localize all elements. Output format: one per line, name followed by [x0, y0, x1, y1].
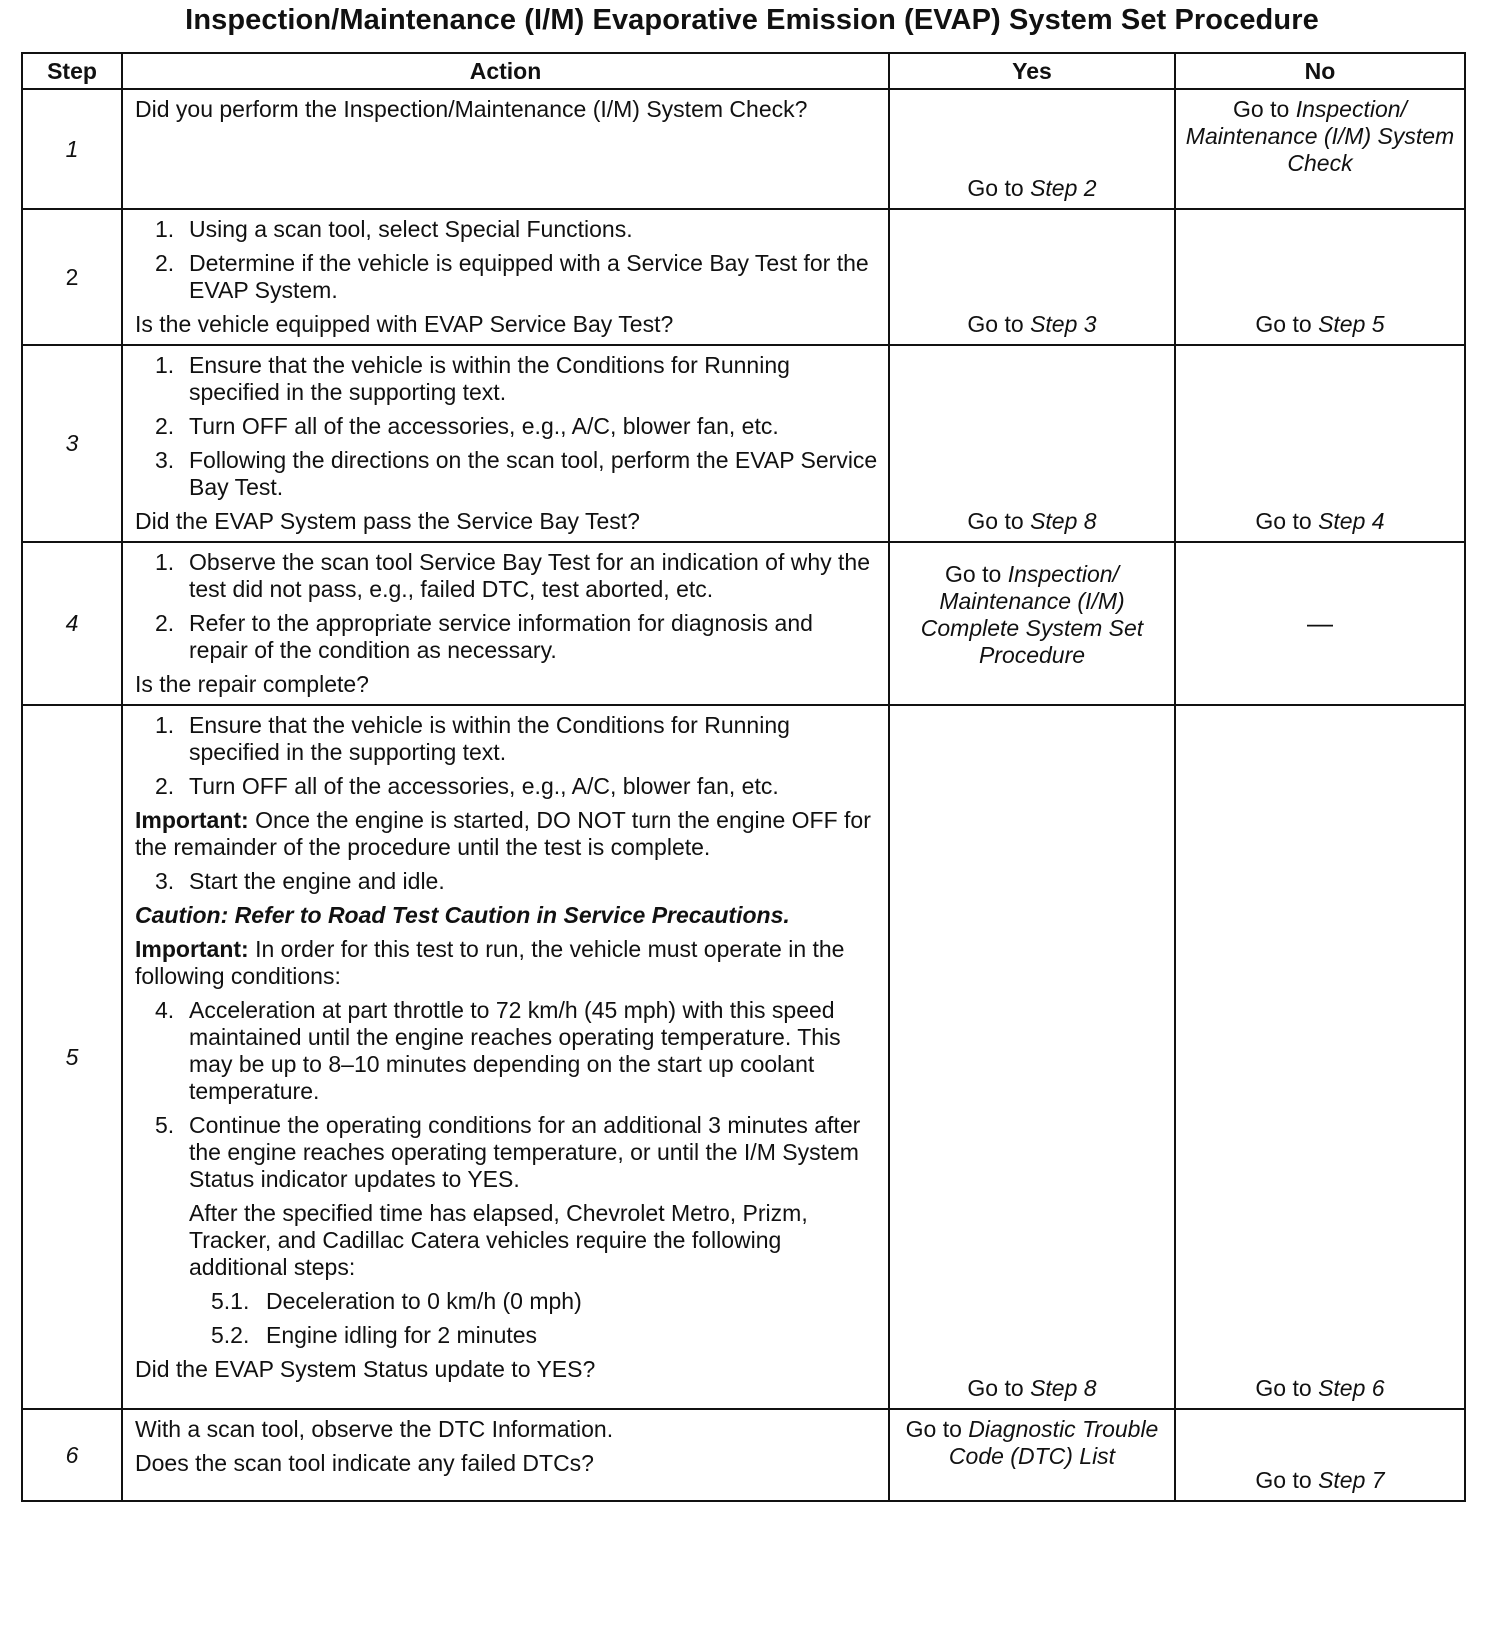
yes-link[interactable]: Step 2 — [1030, 175, 1097, 201]
yes-prefix: Go to — [945, 561, 1008, 587]
question-text: Did the EVAP System pass the Service Bay Test? — [135, 508, 640, 534]
no-prefix: Go to — [1255, 1375, 1319, 1401]
no-prefix: Go to — [1255, 508, 1319, 534]
procedure-table — [21, 52, 1466, 1502]
step-number: 5 — [22, 705, 122, 1409]
step-number: 4 — [22, 542, 122, 705]
page-title: Inspection/Maintenance (I/M) Evaporative Emission (EVAP) System Set Procedure — [185, 4, 1319, 36]
yes-link[interactable]: Step 3 — [1030, 311, 1097, 337]
no-prefix: Go to — [1255, 1467, 1319, 1493]
no-link[interactable]: Step 6 — [1318, 1375, 1385, 1401]
action-text: With a scan tool, observe the DTC Information. — [135, 1416, 614, 1442]
question-text: Did you perform the Inspection/Maintenance (I/M) System Check? — [135, 96, 808, 122]
yes-prefix: Go to — [967, 311, 1031, 337]
no-link[interactable]: Step 7 — [1318, 1467, 1385, 1493]
yes-link[interactable]: Step 8 — [1030, 508, 1097, 534]
additional-steps-text: After the specified time has elapsed, Chevrolet Metro, Prizm, Tracker, and Cadillac Catera vehicles require the following additional steps: — [189, 1200, 808, 1280]
no-cell — [1175, 209, 1465, 345]
yes-prefix: Go to — [967, 508, 1031, 534]
yes-cell — [889, 542, 1175, 705]
step-number: 3 — [22, 345, 122, 542]
step-number: 6 — [22, 1409, 122, 1501]
question-text: Did the EVAP System Status update to YES? — [135, 1356, 596, 1382]
sub-item: Deceleration to 0 km/h (0 mph) — [266, 1288, 582, 1314]
no-dash: — — [1307, 607, 1333, 638]
no-cell — [1175, 1409, 1465, 1501]
sub-item-number: 5.2. — [211, 1322, 250, 1348]
yes-prefix: Go to — [905, 1416, 969, 1442]
list-item: Determine if the vehicle is equipped with a Service Bay Test for the EVAP System. — [189, 250, 869, 303]
header-no: No — [1175, 53, 1465, 89]
step-number: 1 — [22, 89, 122, 209]
important-note — [135, 936, 878, 990]
action-cell: 1. Using a scan tool, select Special Functions. 2. Determine if the vehicle is equipped with a Service Bay Test for the EVAP System. Is the vehicle equipped with EVAP Service Bay Test? — [122, 209, 889, 345]
step-number: 2 — [22, 209, 122, 345]
yes-cell — [889, 705, 1175, 1409]
yes-cell — [889, 209, 1175, 345]
yes-link[interactable]: Step 8 — [1030, 1375, 1097, 1401]
list-item: Ensure that the vehicle is within the Conditions for Running specified in the supporting text. — [189, 712, 790, 765]
no-cell — [1175, 542, 1465, 705]
list-item: Continue the operating conditions for an additional 3 minutes after the engine reaches operating temperature, or until the I/M System Status indicator updates to YES. — [189, 1112, 861, 1192]
no-link[interactable]: Step 5 — [1318, 311, 1385, 337]
yes-cell — [889, 345, 1175, 542]
yes-link[interactable]: Diagnostic Trouble Code (DTC) List — [948, 1416, 1159, 1469]
important-text: In order for this test to run, the vehicle must operate in the following conditions: — [135, 936, 845, 989]
action-cell: 1. Observe the scan tool Service Bay Test for an indication of why the test did not pass, e.g., failed DTC, test aborted, etc. 2. Refer to the appropriate service information for diagnosis and repair of the condition as necessary. Is the repair complete? — [122, 542, 889, 705]
action-cell — [122, 89, 889, 209]
list-item: Turn OFF all of the accessories, e.g., A/C, blower fan, etc. — [189, 413, 779, 439]
list-item: Turn OFF all of the accessories, e.g., A/C, blower fan, etc. — [189, 773, 779, 799]
important-label: Important: — [135, 807, 249, 833]
question-text: Is the vehicle equipped with EVAP Service Bay Test? — [135, 311, 674, 337]
table-row — [22, 705, 1465, 1409]
yes-link[interactable]: Inspection/ Maintenance (I/M) Complete System Set Procedure — [920, 561, 1144, 668]
no-link[interactable]: Step 4 — [1318, 508, 1385, 534]
sub-item: Engine idling for 2 minutes — [266, 1322, 538, 1348]
list-item: Start the engine and idle. — [189, 868, 445, 894]
question-text: Is the repair complete? — [135, 671, 369, 697]
yes-prefix: Go to — [967, 1375, 1031, 1401]
no-prefix: Go to — [1233, 96, 1296, 122]
no-link[interactable]: Inspection/ Maintenance (I/M) System Check — [1185, 96, 1455, 176]
table-row — [22, 1409, 1465, 1501]
caution-note: Caution: Refer to Road Test Caution in Service Precautions. — [135, 902, 790, 928]
no-cell — [1175, 345, 1465, 542]
list-item: Following the directions on the scan tool, perform the EVAP Service Bay Test. — [189, 447, 878, 500]
header-step: Step — [22, 53, 122, 89]
yes-cell — [889, 1409, 1175, 1501]
table-row — [22, 89, 1465, 209]
list-item: Using a scan tool, select Special Functions. — [189, 216, 633, 242]
table-row — [22, 209, 1465, 345]
important-label: Important: — [135, 936, 249, 962]
table-row — [22, 345, 1465, 542]
header-yes: Yes — [889, 53, 1175, 89]
table-row — [22, 542, 1465, 705]
table-header-row — [22, 53, 1465, 89]
sub-item-number: 5.1. — [211, 1288, 250, 1314]
list-item: Refer to the appropriate service information for diagnosis and repair of the condition as necessary. — [189, 610, 813, 663]
question-text: Does the scan tool indicate any failed DTCs? — [135, 1450, 594, 1476]
yes-cell — [889, 89, 1175, 209]
action-cell: 1. Ensure that the vehicle is within the Conditions for Running specified in the supporting text. 2. Turn OFF all of the accessories, e.g., A/C, blower fan, etc. 3. Following the directions on the scan tool, perform the EVAP Service Bay Test. Did the EVAP System pass the Service Bay Test? — [122, 345, 889, 542]
no-prefix: Go to — [1255, 311, 1319, 337]
action-cell: 1. Ensure that the vehicle is within the Conditions for Running specified in the supporting text. 2. Turn OFF all of the accessories, e.g., A/C, blower fan, etc. Important: Once the engine is started, DO NOT turn the engine OFF for the remainder of the procedure until the test is complete. 3. Start the engine and idle. Caution: Refer to Road Test Caution in Service Precautions. Important: In order for this test to run, the vehicle must operate in the following conditions: 4. Acceleration at part throttle to 72 km/h (45 mph) with this speed maintained until the engine reaches operating temperature. This may be up to 8–10 minutes depending on the start up coolant temperature. 5. Continue the operating conditions for an additional 3 minutes after the engine reaches operating temperature, or until the I/M System Status indicator updates to YES. After the specified time has elapsed, Chevrolet Metro, Prizm, Tracker, and Cadillac Catera vehicles require the following additional steps: 5.1. Deceleration to 0 km/h (0 mph) 5.2. Engine idling for 2 minutes Did the EVAP System Status update to YES? — [122, 705, 889, 1409]
important-note — [135, 807, 878, 861]
list-item: Ensure that the vehicle is within the Conditions for Running specified in the supporting text. — [189, 352, 790, 405]
no-cell — [1175, 89, 1465, 209]
list-item: Acceleration at part throttle to 72 km/h (45 mph) with this speed maintained until the engine reaches operating temperature. This may be up to 8–10 minutes depending on the start up coolant temperature. — [189, 997, 841, 1104]
action-cell — [122, 1409, 889, 1501]
yes-prefix: Go to — [967, 175, 1031, 201]
list-item: Observe the scan tool Service Bay Test for an indication of why the test did not pass, e.g., failed DTC, test aborted, etc. — [189, 549, 870, 602]
no-cell — [1175, 705, 1465, 1409]
header-action: Action — [122, 53, 889, 89]
important-text: Once the engine is started, DO NOT turn the engine OFF for the remainder of the procedure until the test is complete. — [135, 807, 871, 860]
